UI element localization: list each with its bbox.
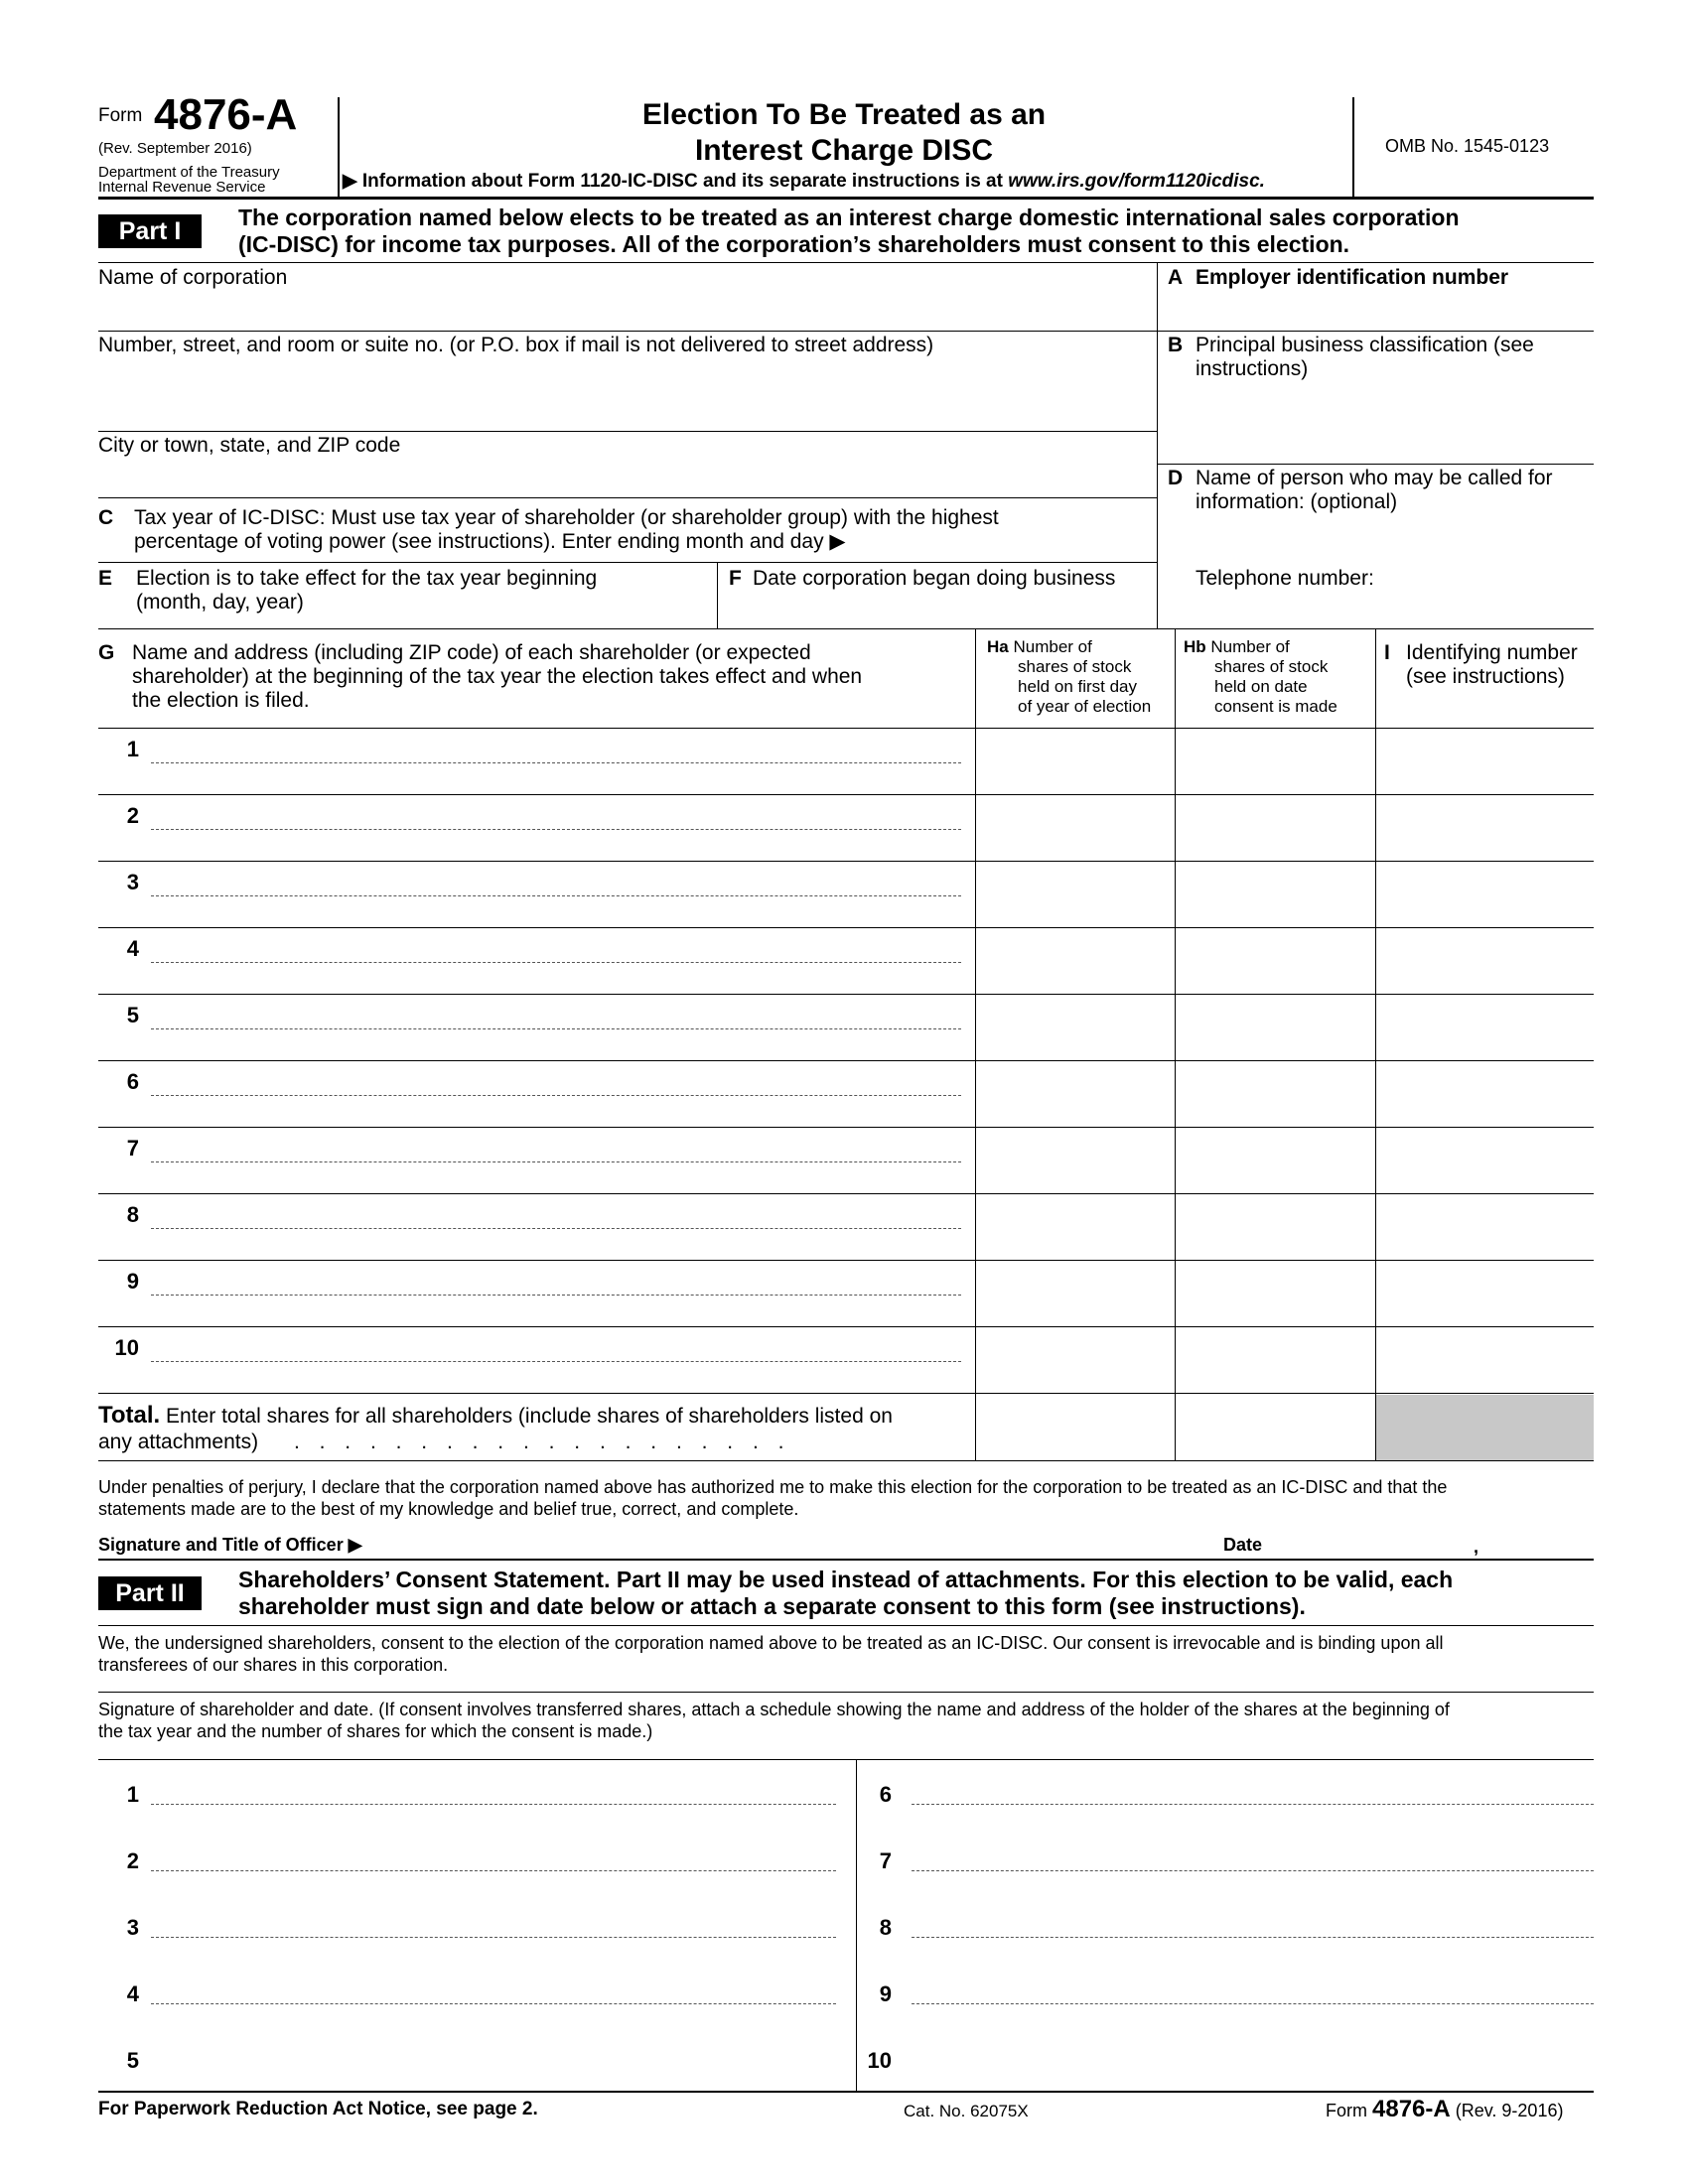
city-state-zip-label: City or town, state, and ZIP code (98, 434, 401, 457)
hb-column-header (1184, 637, 1337, 717)
contact-person-line1: Name of person who may be called for (1196, 467, 1553, 489)
form-title-line2: Interest Charge DISC (694, 134, 994, 167)
corporation-name-label: Name of corporation (98, 266, 288, 289)
ein-field[interactable] (1168, 266, 1508, 290)
shareholder-name-address-field[interactable] (151, 1068, 961, 1120)
dotted-entry-line (151, 962, 961, 963)
shares-ha-field[interactable] (976, 1061, 1175, 1127)
dotted-entry-line (151, 1870, 836, 1871)
shares-hb-field[interactable] (1176, 1194, 1375, 1260)
f-letter: F (729, 567, 742, 590)
part1-heading-line2: (IC-DISC) for income tax purposes. All of the corporation’s shareholders must consent to this election. (238, 231, 1350, 257)
total-line1: Enter total shares for all shareholders (include shares of shareholders listed on (160, 1405, 893, 1428)
shareholder-name-address-field[interactable] (151, 1334, 961, 1386)
shares-ha-field[interactable] (976, 928, 1175, 994)
city-state-zip-field[interactable] (98, 434, 400, 458)
perjury-line2: statements made are to the best of my knowledge and belief true, correct, and complete. (98, 1499, 799, 1519)
part1-heading-line1: The corporation named below elects to be treated as an interest charge domestic international sales corporation (238, 205, 1460, 230)
shares-hb-field[interactable] (1176, 995, 1375, 1060)
consent-line1: We, the undersigned shareholders, consent to the election of the corporation named above to be treated as an IC-DISC. Our consent is irrevocable and is binding upon all (98, 1633, 1444, 1653)
shareholder-name-address-field[interactable] (151, 1201, 961, 1253)
hb-line2: shares of stock (1214, 657, 1329, 676)
shareholder-row-number: 8 (126, 1202, 139, 1227)
instructions-info (343, 170, 1265, 193)
shareholder-signature-field[interactable] (912, 2040, 1594, 2076)
shareholder-row-number: 4 (126, 936, 139, 961)
dotted-entry-line (151, 1028, 961, 1029)
dotted-entry-line (151, 829, 961, 830)
consent-row-number: 3 (126, 1915, 139, 1940)
shareholder-row-number: 10 (114, 1335, 139, 1360)
dotted-entry-line (912, 1937, 1594, 1938)
d-letter: D (1168, 467, 1184, 489)
shareholder-row-number: 6 (126, 1069, 139, 1094)
shareholder-row-number: 9 (126, 1269, 139, 1294)
footer-form-id (1326, 2096, 1563, 2123)
ha-line4: of year of election (1018, 697, 1152, 716)
consent-row-number: 10 (867, 2048, 892, 2073)
officer-signature-label: Signature and Title of Officer ▶ (98, 1535, 362, 1555)
shares-hb-field[interactable] (1176, 1061, 1375, 1127)
dotted-entry-line (912, 1804, 1594, 1805)
shareholder-row-number: 5 (126, 1003, 139, 1027)
business-classification-line2: instructions) (1196, 357, 1309, 380)
corporation-name-field[interactable] (98, 266, 287, 290)
dotted-entry-line (151, 1804, 836, 1805)
consent-row-number: 9 (879, 1981, 892, 2006)
dept-treasury: Department of the Treasury (98, 164, 280, 181)
identifying-number-field[interactable] (1376, 995, 1594, 1060)
g-header-line2: shareholder) at the beginning of the tax year the election takes effect and when (132, 665, 863, 688)
i-letter: I (1384, 641, 1390, 664)
shares-hb-field[interactable] (1176, 795, 1375, 861)
total-dots: . . . . . . . . . . . . . . . . . . . . (293, 1431, 791, 1453)
identifying-number-field[interactable] (1376, 729, 1594, 794)
shares-ha-field[interactable] (976, 729, 1175, 794)
g-column-header (98, 641, 972, 713)
total-line2: any attachments) (98, 1431, 259, 1453)
shareholder-signature-field[interactable] (151, 1974, 836, 2013)
street-address-field[interactable] (98, 334, 933, 357)
identifying-number-field[interactable] (1376, 928, 1594, 994)
dotted-entry-line (151, 762, 961, 763)
total-ha-field[interactable] (976, 1395, 1175, 1460)
i-line2: (see instructions) (1406, 665, 1565, 688)
dotted-entry-line (151, 1295, 961, 1296)
shares-hb-field[interactable] (1176, 1327, 1375, 1393)
part2-heading-line2: shareholder must sign and date below or attach a separate consent to this form (see instructions). (238, 1593, 1306, 1619)
ha-line2: shares of stock (1018, 657, 1132, 676)
consent-row-number: 1 (126, 1782, 139, 1807)
shareholder-signature-field[interactable] (912, 1774, 1594, 1814)
dotted-entry-line (151, 1937, 836, 1938)
a-letter: A (1168, 266, 1184, 289)
telephone-field[interactable] (1196, 567, 1374, 591)
info-text: ▶ Information about Form 1120-IC-DISC and its separate instructions is at (343, 171, 1009, 192)
tax-year-line1: Tax year of IC-DISC: Must use tax year of shareholder (or shareholder group) with the highest (134, 506, 999, 529)
date-began-business-label: Date corporation began doing business (753, 567, 1116, 590)
info-url-link[interactable]: www.irs.gov/form1120icdisc. (1008, 171, 1265, 192)
shareholder-signature-field[interactable] (912, 1974, 1594, 2013)
dotted-entry-line (151, 895, 961, 896)
shareholder-row-number: 3 (126, 870, 139, 894)
form-revision: (Rev. September 2016) (98, 140, 252, 157)
g-header-line3: the election is filed. (132, 689, 310, 712)
dotted-entry-line (151, 1095, 961, 1096)
hb-line4: consent is made (1214, 697, 1337, 716)
business-classification-line1: Principal business classification (see (1196, 334, 1534, 356)
consent-row-number: 8 (879, 1915, 892, 1940)
shareholder-signature-field[interactable] (912, 1841, 1594, 1880)
consent-row-number: 7 (879, 1848, 892, 1873)
ha-code: Ha (987, 637, 1009, 656)
shareholder-name-address-field[interactable] (151, 1268, 961, 1319)
election-effective-line2: (month, day, year) (136, 591, 304, 614)
business-classification-field[interactable] (1168, 334, 1534, 381)
form-word: Form (98, 105, 143, 126)
identifying-number-field[interactable] (1376, 1061, 1594, 1127)
shares-hb-field[interactable] (1176, 928, 1375, 994)
consent-line2: transferees of our shares in this corporation. (98, 1655, 449, 1675)
part1-badge: Part I (98, 214, 202, 248)
footer-form-number: 4876-A (1372, 2096, 1451, 2122)
street-address-label: Number, street, and room or suite no. (or P.O. box if mail is not delivered to street address) (98, 334, 934, 356)
total-i-shaded-cell (1376, 1395, 1594, 1460)
contact-person-field[interactable] (1168, 467, 1553, 514)
shares-hb-field[interactable] (1176, 862, 1375, 927)
identifying-number-field[interactable] (1376, 795, 1594, 861)
shareholder-signature-field[interactable] (912, 1907, 1594, 1947)
identifying-number-field[interactable] (1376, 1327, 1594, 1393)
omb-number: OMB No. 1545-0123 (1385, 136, 1550, 156)
form-number: 4876-A (154, 90, 298, 139)
officer-signature-field[interactable] (98, 1535, 1191, 1559)
ha-line3: held on first day (1018, 677, 1138, 696)
catalog-number: Cat. No. 62075X (904, 2102, 1029, 2120)
dotted-entry-line (151, 1361, 961, 1362)
c-letter: C (98, 506, 114, 529)
shareholder-signature-instr-line2: the tax year and the number of shares for which the consent is made.) (98, 1721, 653, 1741)
part2-heading-line1: Shareholders’ Consent Statement. Part II may be used instead of attachments. For this election to be valid, each (238, 1567, 1454, 1592)
shares-ha-field[interactable] (976, 1327, 1175, 1393)
ein-label: Employer identification number (1196, 266, 1509, 289)
dotted-entry-line (151, 1161, 961, 1162)
shares-ha-field[interactable] (976, 1194, 1175, 1260)
dotted-entry-line (151, 1228, 961, 1229)
shares-ha-field[interactable] (976, 995, 1175, 1060)
shareholder-signature-field[interactable] (151, 1907, 836, 1947)
shareholder-signature-instr-line1: Signature of shareholder and date. (If consent involves transferred shares, attach a schedule showing the name and address of the holder of the shares at the beginning of (98, 1700, 1450, 1719)
tax-year-field[interactable] (98, 506, 1151, 554)
shareholder-name-address-field[interactable] (151, 935, 961, 987)
i-column-header (1384, 641, 1578, 689)
hb-code: Hb (1184, 637, 1206, 656)
telephone-label: Telephone number: (1196, 567, 1374, 590)
footer-revision: (Rev. 9-2016) (1455, 2101, 1564, 2120)
election-effective-line1: Election is to take effect for the tax year beginning (136, 567, 598, 590)
part2-badge: Part II (98, 1576, 202, 1610)
shareholder-name-address-field[interactable] (151, 1135, 961, 1186)
identifying-number-field[interactable] (1376, 862, 1594, 927)
shareholder-signature-field[interactable] (151, 1774, 836, 1814)
shareholder-name-address-field[interactable] (151, 1002, 961, 1053)
shareholder-row-number: 1 (126, 737, 139, 761)
shares-hb-field[interactable] (1176, 1128, 1375, 1193)
dotted-entry-line (151, 2003, 836, 2004)
shares-hb-field[interactable] (1176, 729, 1375, 794)
consent-row-number: 6 (879, 1782, 892, 1807)
e-letter: E (98, 567, 113, 590)
irs-label: Internal Revenue Service (98, 179, 266, 196)
shareholder-name-address-field[interactable] (151, 802, 961, 854)
total-hb-field[interactable] (1176, 1395, 1375, 1460)
i-line1: Identifying number (1406, 641, 1578, 664)
shareholder-name-address-field[interactable] (151, 869, 961, 920)
form-title-line1: Election To Be Treated as an (641, 98, 1047, 131)
identifying-number-field[interactable] (1376, 1128, 1594, 1193)
tax-year-line2: percentage of voting power (see instructions). Enter ending month and day ▶ (134, 530, 846, 553)
dotted-entry-line (912, 2003, 1594, 2004)
footer-form-word: Form (1326, 2101, 1367, 2120)
shares-ha-field[interactable] (976, 862, 1175, 927)
shares-ha-field[interactable] (976, 795, 1175, 861)
shareholder-signature-field[interactable] (151, 1841, 836, 1880)
identifying-number-field[interactable] (1376, 1194, 1594, 1260)
officer-date-label: Date (1223, 1535, 1263, 1555)
ha-line1: Number of (1013, 637, 1092, 656)
contact-person-line2: information: (optional) (1196, 490, 1398, 513)
consent-row-number: 5 (126, 2048, 139, 2073)
shares-hb-field[interactable] (1176, 1261, 1375, 1326)
shares-ha-field[interactable] (976, 1128, 1175, 1193)
ha-column-header (987, 637, 1151, 717)
total-row-label (98, 1403, 972, 1455)
total-bold: Total. (98, 1402, 161, 1429)
dotted-entry-line (912, 1870, 1594, 1871)
shareholder-row-number: 2 (126, 803, 139, 828)
paperwork-notice: For Paperwork Reduction Act Notice, see page 2. (98, 2099, 538, 2119)
shareholder-row-number: 7 (126, 1136, 139, 1160)
election-effective-field[interactable] (98, 567, 714, 614)
shareholder-name-address-field[interactable] (151, 736, 961, 787)
g-header-line1: Name and address (including ZIP code) of each shareholder (or expected (132, 641, 811, 664)
hb-line1: Number of (1210, 637, 1290, 656)
consent-row-number: 2 (126, 1848, 139, 1873)
consent-row-number: 4 (126, 1981, 139, 2006)
perjury-line1: Under penalties of perjury, I declare that the corporation named above has authorized me to make this election for the corporation to be treated as an IC-DISC and that the (98, 1477, 1448, 1497)
shares-ha-field[interactable] (976, 1261, 1175, 1326)
identifying-number-field[interactable] (1376, 1261, 1594, 1326)
shareholder-signature-field[interactable] (151, 2040, 836, 2076)
officer-date-field[interactable] (1223, 1535, 1591, 1559)
date-began-business-field[interactable] (729, 567, 1115, 591)
hb-line3: held on date (1214, 677, 1308, 696)
g-letter: G (98, 641, 115, 664)
b-letter: B (1168, 334, 1184, 356)
date-comma: , (1474, 1537, 1479, 1557)
